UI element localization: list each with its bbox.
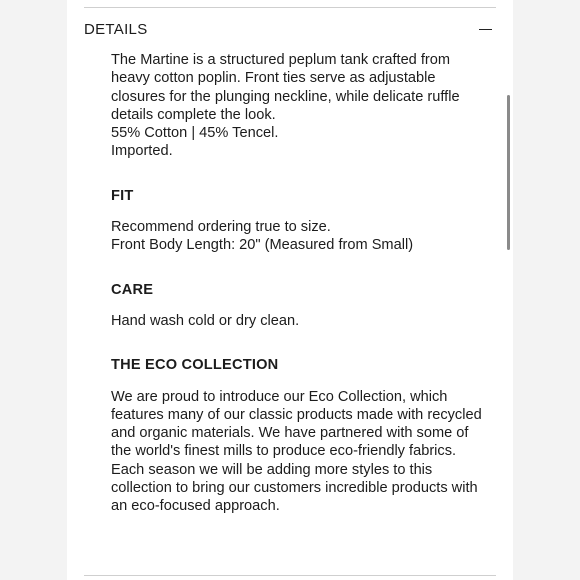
care-text: Hand wash cold or dry clean. [111,312,300,329]
care-heading: CARE [111,281,154,298]
accordion-title: DETAILS [84,21,148,38]
description-line: The Martine is a structured peplum tank crafted from [111,52,451,68]
details-content [111,51,503,516]
description-line: heavy cotton poplin. Front ties serve as adjustable [111,70,436,87]
eco-heading: THE ECO COLLECTION [111,357,279,374]
fit-line: Recommend ordering true to size. [111,219,331,236]
scrollbar-thumb[interactable] [507,95,510,250]
origin-text: Imported. [111,143,173,160]
eco-line: features many of our classic products made with recycled [111,406,482,423]
divider-bottom [84,575,496,576]
eco-line: collection to bring our customers incredible products with [111,480,478,497]
details-accordion-header[interactable] [84,20,496,42]
composition-text: 55% Cotton | 45% Tencel. [111,125,279,142]
minus-icon[interactable] [478,20,494,40]
eco-line: an eco-focused approach. [111,498,280,515]
divider-top [84,7,496,8]
description-line: details complete the look. [111,106,276,123]
eco-line: We are proud to introduce our Eco Collection, which [111,388,448,405]
eco-line: and organic materials. We have partnered with some of [111,425,469,442]
fit-line: Front Body Length: 20" (Measured from Small) [111,237,414,254]
description-line: closures for the plunging neckline, while delicate ruffle [111,88,460,105]
eco-line: Each season we will be adding more styles to this [111,461,433,478]
eco-line: the world's finest mills to produce eco-friendly fabrics. [111,443,457,460]
fit-heading: FIT [111,187,134,204]
